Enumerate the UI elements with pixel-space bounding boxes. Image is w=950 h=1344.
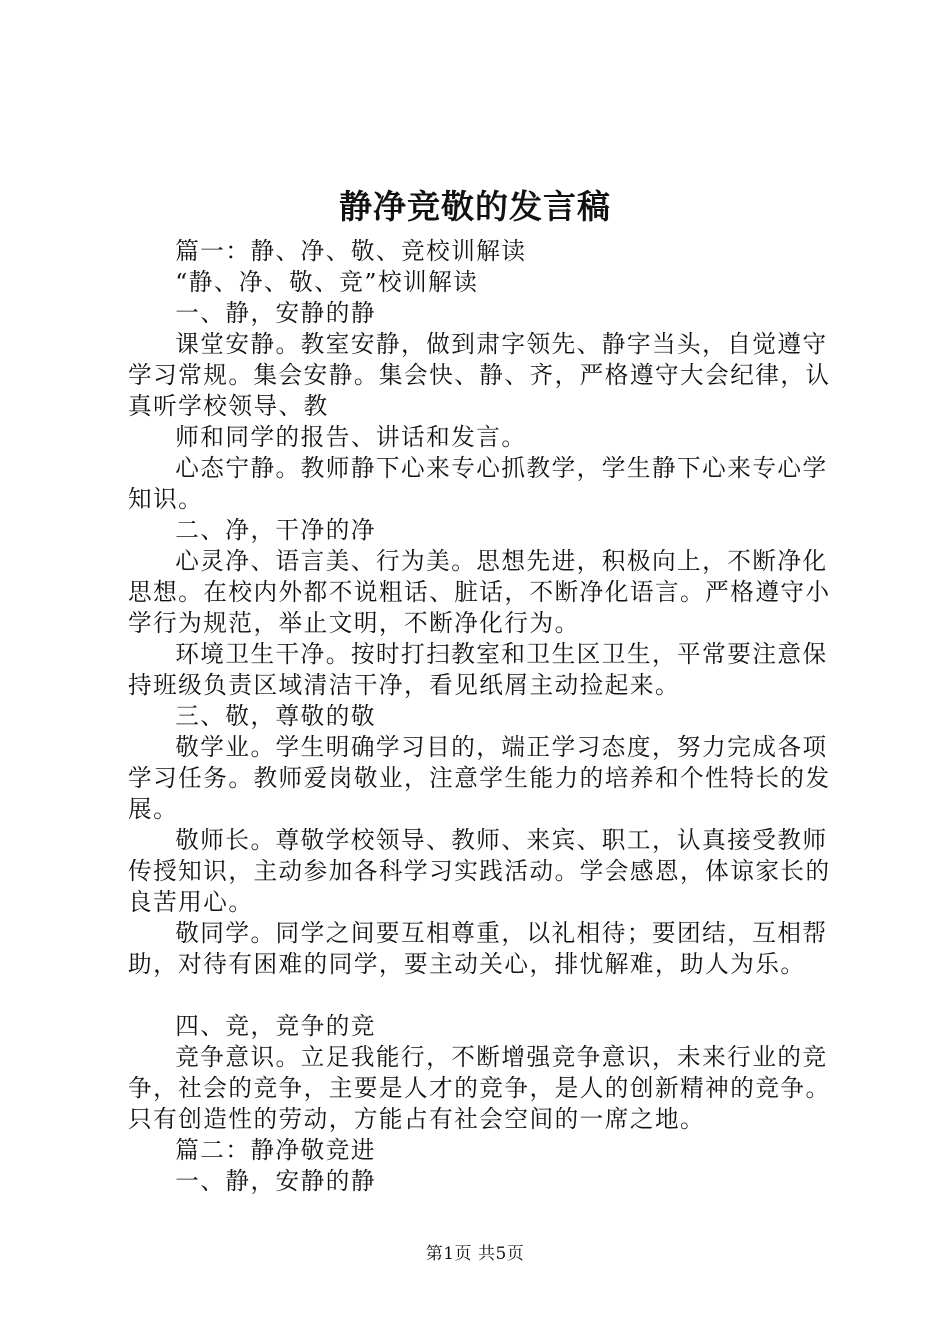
paragraph: 竞争意识。立足我能行，不断增强竞争意识，未来行业的竞争，社会的竞争，主要是人才的竞争，是人的创新精神的竞争。只有创造性的劳动，方能占有社会空间的一席之地。 bbox=[128, 1043, 831, 1133]
section-heading: 三、敬，尊敬的敬 bbox=[175, 702, 376, 730]
paragraph: 课堂安静。教室安静，做到肃字领先、静字当头，自觉遵守学习常规。集会安静。集会快、静、齐，严格遵守大会纪律，认真听学校领导、教 bbox=[128, 330, 831, 420]
page-footer: 第1页 共5页 bbox=[425, 1244, 525, 1264]
section-heading: 篇二：静净敬竞进 bbox=[175, 1136, 376, 1164]
paragraph: 心态宁静。教师静下心来专心抓教学，学生静下心来专心学知识。 bbox=[128, 454, 828, 513]
paragraph: 敬同学。同学之间要互相尊重，以礼相待；要团结，互相帮助，对待有困难的同学，要主动关心，排忧解难，助人为乐。 bbox=[128, 919, 828, 978]
paragraph: 敬学业。学生明确学习目的，端正学习态度，努力完成各项学习任务。教师爱岗敬业，注意学生能力的培养和个性特长的发展。 bbox=[128, 733, 831, 823]
paragraph: 敬师长。尊敬学校领导、教师、来宾、职工，认真接受教师传授知识，主动参加各科学习实践活动。学会感恩，体谅家长的良苦用心。 bbox=[128, 826, 831, 916]
section-heading: 一、静，安静的静 bbox=[175, 1167, 376, 1195]
paragraph: 环境卫生干净。按时打扫教室和卫生区卫生，平常要注意保持班级负责区域清洁干净，看见纸屑主动捡起来。 bbox=[128, 640, 828, 699]
paragraph: 心灵净、语言美、行为美。思想先进，积极向上，不断净化思想。在校内外都不说粗话、脏话，不断净化语言。严格遵守小学行为规范，举止文明，不断净化行为。 bbox=[128, 547, 831, 637]
paragraph: “静、净、敬、竞”校训解读 bbox=[175, 268, 479, 296]
document-title: 静净竞敬的发言稿 bbox=[339, 187, 611, 226]
paragraph: 篇一：静、净、敬、竞校训解读 bbox=[175, 237, 527, 265]
section-heading: 一、静，安静的静 bbox=[175, 299, 376, 327]
section-heading: 二、净，干净的净 bbox=[175, 516, 376, 544]
paragraph: 师和同学的报告、讲话和发言。 bbox=[175, 423, 527, 451]
document-body bbox=[128, 236, 834, 1197]
section-heading: 四、竞，竞争的竞 bbox=[175, 1012, 376, 1040]
